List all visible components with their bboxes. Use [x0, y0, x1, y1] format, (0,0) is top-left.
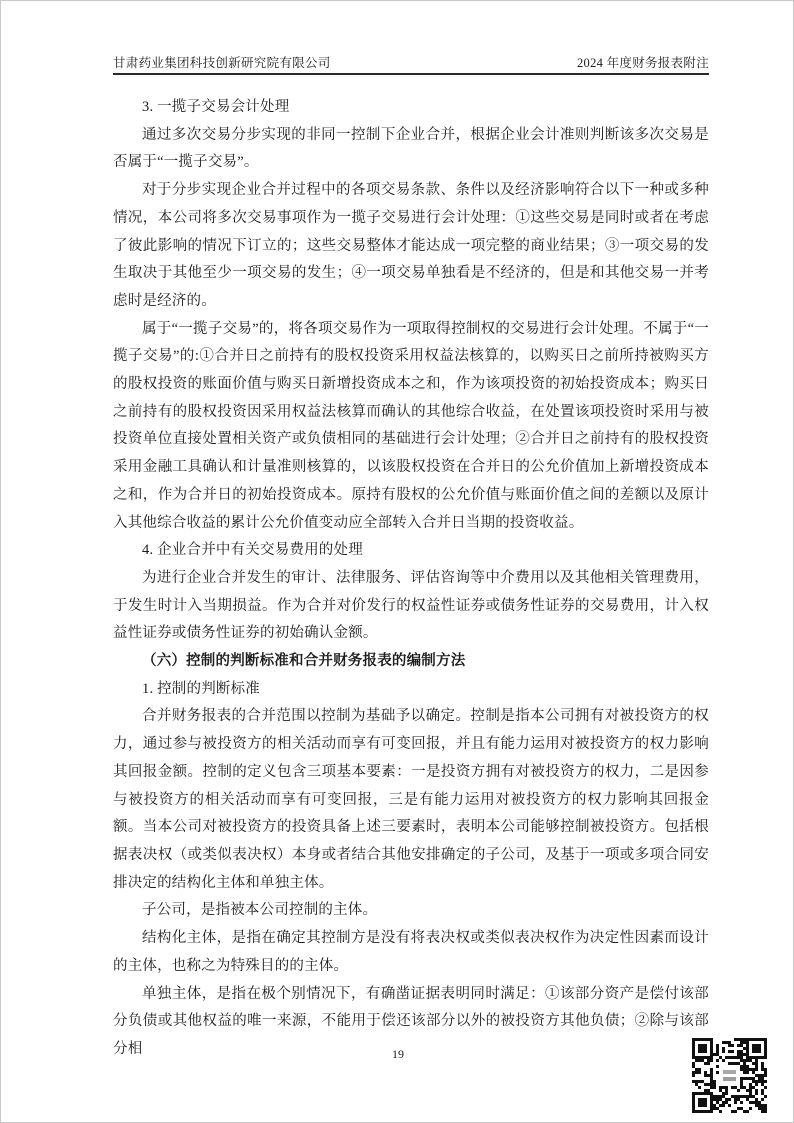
paragraph: 属于“一揽子交易”的，将各项交易作为一项取得控制权的交易进行会计处理。不属于“一揽子交易”的:①合并日之前持有的股权投资采用权益法核算的，以购买日之前所持被购买方的股权投资的账面价值与购买日新增投资成本之和，作为该项投资的初始投资成本；购买日之前持有的股权投资因采用权益法核算而确认的其他综合收益，在处置该项投资时采用与被投资单位直接处置相关资产或负债相同的基础进行会计处理；②合并日之前持有的股权投资采用金融工具确认和计量准则核算的，以该股权投资在合并日的公允价值加上新增投资成本之和，作为合并日的初始投资成本。原持有股权的公允价值与账面价值之间的差额以及原计入其他综合收益的累计公允价值变动应全部转入合并日当期的投资收益。: [113, 320, 709, 531]
page-number: 19: [392, 1047, 404, 1061]
paragraph: 1. 控制的判断标准: [142, 680, 260, 697]
document-body: [113, 94, 709, 1064]
paragraph: 结构化主体，是指在确定其控制方是没有将表决权或类似表决权作为决定性因素而设计的主体，也称之为特殊目的的主体。: [113, 930, 709, 974]
page-header: [113, 53, 709, 73]
qr-logo-glyphs: [722, 1068, 737, 1083]
paragraph: 单独主体，是指在极个别情况下，有确凿证据表明同时满足：①该部分资产是偿付该部分负债或其他权益的唯一来源，不能用于偿还该部分以外的被投资方其他负债；②除与该部分相: [113, 985, 709, 1057]
paragraph: 4. 企业合并中有关交易费用的处理: [142, 542, 363, 559]
header-company-name: 甘肃药业集团科技创新研究院有限公司: [113, 56, 331, 70]
section-heading: （六）控制的判断标准和合并财务报表的编制方法: [142, 653, 466, 670]
header-rule: [113, 73, 709, 75]
paragraph: 为进行企业合并发生的审计、法律服务、评估咨询等中介费用以及其他相关管理费用，于发生时计入当期损益。作为合并对价发行的权益性证券或债务性证券的交易费用，计入权益性证券或债务性证券的初始确认金额。: [113, 569, 709, 642]
paragraph: 合并财务报表的合并范围以控制为基础予以确定。控制是指本公司拥有对被投资方的权力，通过参与被投资方的相关活动而享有可变回报，并且有能力运用对被投资方的权力影响其回报金额。控制的定义包含三项基本要素：一是投资方拥有对被投资方的权力，二是因参与被投资方的相关活动而享有可变回报，三是有能力运用对被投资方的权力影响其回报金额。当本公司对被投资方的投资具备上述三要素时，表明本公司能够控制被投资方。包括根据表决权（或类似表决权）本身或者结合其他安排确定的子公司，及基于一项或多项合同安排决定的结构化主体和单独主体。: [113, 708, 709, 891]
qr-code: [692, 1038, 767, 1113]
paragraph: 通过多次交易分步实现的非同一控制下企业合并，根据企业会计准则判断该多次交易是否属于“一揽子交易”。: [113, 126, 709, 171]
header-doc-title: 2024 年度财务报表附注: [576, 56, 709, 70]
paragraph: 3. 一揽子交易会计处理: [142, 99, 290, 115]
paragraph: 子公司，是指被本公司控制的主体。: [142, 902, 378, 919]
paragraph: 对于分步实现企业合并过程中的各项交易条款、条件以及经济影响符合以下一种或多种情况，本公司将多次交易事项作为一揽子交易进行会计处理：①这些交易是同时或者在考虑了彼此影响的情况下订立的；这些交易整体才能达成一项完整的商业结果；③一项交易的发生取决于其他至少一项交易的发生；④一项交易单独看是不经济的，但是和其他交易一并考虑时是经济的。: [113, 182, 709, 309]
qr-center-logo: [719, 1065, 740, 1086]
